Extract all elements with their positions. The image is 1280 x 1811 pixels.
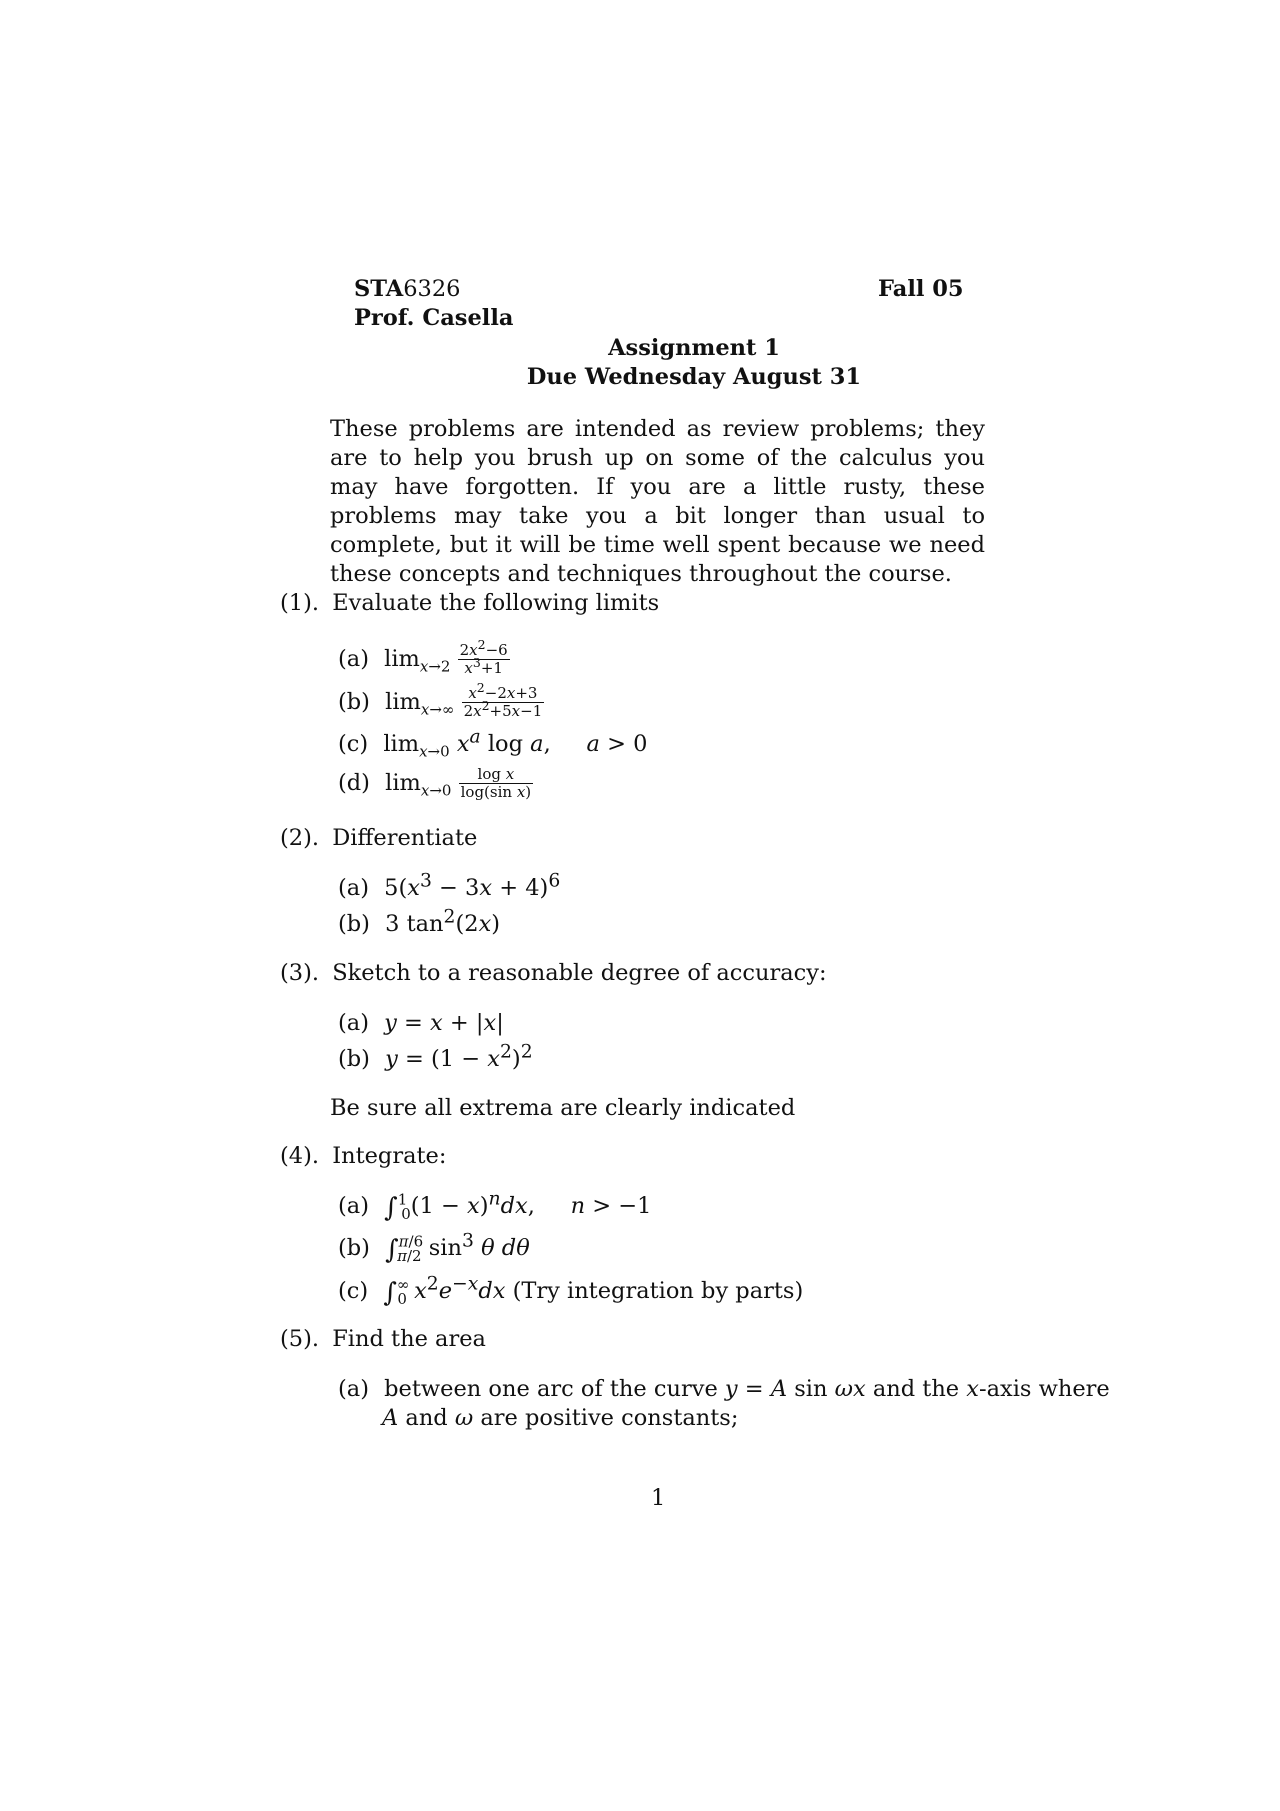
due-date: Due Wednesday August 31 bbox=[526, 364, 862, 390]
item-label: (a) bbox=[338, 1193, 369, 1219]
problem-2a bbox=[338, 870, 561, 901]
item-text: and the bbox=[872, 1376, 960, 1402]
math-expression: ∫$^{\pi/6}_{\pi/2}$ $\sin^3 \theta$ dθ bbox=[385, 1230, 530, 1265]
math-expression: y = x + |x| bbox=[384, 1010, 504, 1036]
problem-text: Evaluate the following limits bbox=[332, 590, 660, 616]
problem-1b bbox=[338, 680, 544, 721]
problem-text: Sketch to a reasonable degree of accuracy: bbox=[332, 960, 827, 986]
problem-number: (2). bbox=[280, 825, 320, 851]
problem-4c bbox=[338, 1273, 804, 1308]
problem-2-heading bbox=[280, 825, 477, 851]
problem-1-heading bbox=[280, 590, 659, 616]
problem-number: (3). bbox=[280, 960, 320, 986]
item-label: (a) bbox=[338, 875, 369, 901]
problem-number: (4). bbox=[280, 1143, 320, 1169]
problem-1c bbox=[338, 726, 648, 761]
problem-4b bbox=[338, 1230, 530, 1265]
item-label: (b) bbox=[338, 1235, 370, 1261]
problem-number: (1). bbox=[280, 590, 320, 616]
item-label: (a) bbox=[338, 1010, 369, 1036]
problem-3-note: Be sure all extrema are clearly indicated bbox=[330, 1095, 796, 1121]
problem-1d bbox=[338, 766, 533, 802]
math-expression: 3 $\tan^2(2x)$ bbox=[385, 906, 501, 937]
math-expression: $\int^1_0(1 - x)^ndx$, n > −1 bbox=[384, 1188, 652, 1223]
item-label: (d) bbox=[338, 769, 370, 796]
item-label: (c) bbox=[338, 1278, 369, 1304]
item-label: (c) bbox=[338, 731, 369, 757]
problem-text: Find the area bbox=[332, 1326, 486, 1352]
problem-3a bbox=[338, 1010, 504, 1036]
math-expression: $5(x^3 - 3x + 4)^6$ bbox=[384, 870, 561, 901]
math-expression: y = A sin ωx bbox=[724, 1376, 866, 1402]
course-code bbox=[354, 276, 460, 302]
math-expression: $\lim_{x\to 0} x^a$ log a, a > 0 bbox=[383, 726, 648, 761]
math-expression: x bbox=[966, 1376, 979, 1402]
problem-4-heading bbox=[280, 1143, 446, 1169]
item-text: between one arc of the curve bbox=[384, 1376, 718, 1402]
item-text: -axis where bbox=[978, 1376, 1110, 1402]
item-label: (b) bbox=[338, 688, 370, 715]
math-expression: A bbox=[382, 1405, 399, 1431]
problem-5a-line2 bbox=[382, 1405, 738, 1431]
problem-number: (5). bbox=[280, 1326, 320, 1352]
page-number: 1 bbox=[651, 1485, 666, 1511]
math-expression: $\lim_{x\to\infty}$ $\frac{x^2-2x+3}{2x^2+5x-1}$ bbox=[385, 680, 543, 721]
item-text: and bbox=[405, 1405, 448, 1431]
problem-3b bbox=[338, 1041, 533, 1072]
math-expression: $y = (1 - x^2)^2$ bbox=[385, 1041, 533, 1072]
item-comment: (Try integration by parts) bbox=[512, 1278, 804, 1304]
problem-text: Differentiate bbox=[332, 825, 478, 851]
problem-2b bbox=[338, 906, 501, 937]
math-expression: $\lim_{x\to 2}$ $\frac{2x^2-6}{x^3+1}$ bbox=[384, 637, 508, 678]
item-label: (a) bbox=[338, 645, 369, 672]
problem-4a bbox=[338, 1188, 652, 1223]
term-label: Fall 05 bbox=[878, 276, 964, 302]
item-label: (b) bbox=[338, 1046, 370, 1072]
intro-paragraph: These problems are intended as review problems; they are to help you brush up on some of the calculus you may have forgotten. If you are a little rusty, these problems may take you a bit longer than usual to complete, but it will be time well spent because we need these concepts and techniques throughout the course. bbox=[330, 416, 985, 587]
item-text: are positive constants; bbox=[480, 1405, 739, 1431]
professor-name: Prof. Casella bbox=[354, 305, 514, 331]
problem-1a bbox=[338, 637, 510, 678]
math-expression: ω bbox=[454, 1405, 474, 1431]
problem-5a-line1 bbox=[338, 1376, 1110, 1402]
item-label: (a) bbox=[338, 1376, 369, 1402]
course-code-prefix: STA bbox=[354, 276, 404, 302]
math-expression: $\int^\infty_0$ $x^2e^{-x}dx$ bbox=[383, 1273, 506, 1308]
assignment-title: Assignment 1 bbox=[608, 335, 780, 361]
item-label: (b) bbox=[338, 911, 370, 937]
course-code-number: 6326 bbox=[403, 276, 461, 302]
problem-text: Integrate: bbox=[332, 1143, 447, 1169]
math-expression: $\lim_{x\to 0}$ $\frac{\text{log x}}{\text{log(sin x)}}$ bbox=[385, 765, 532, 802]
problem-5-heading bbox=[280, 1326, 486, 1352]
problem-3-heading bbox=[280, 960, 827, 986]
